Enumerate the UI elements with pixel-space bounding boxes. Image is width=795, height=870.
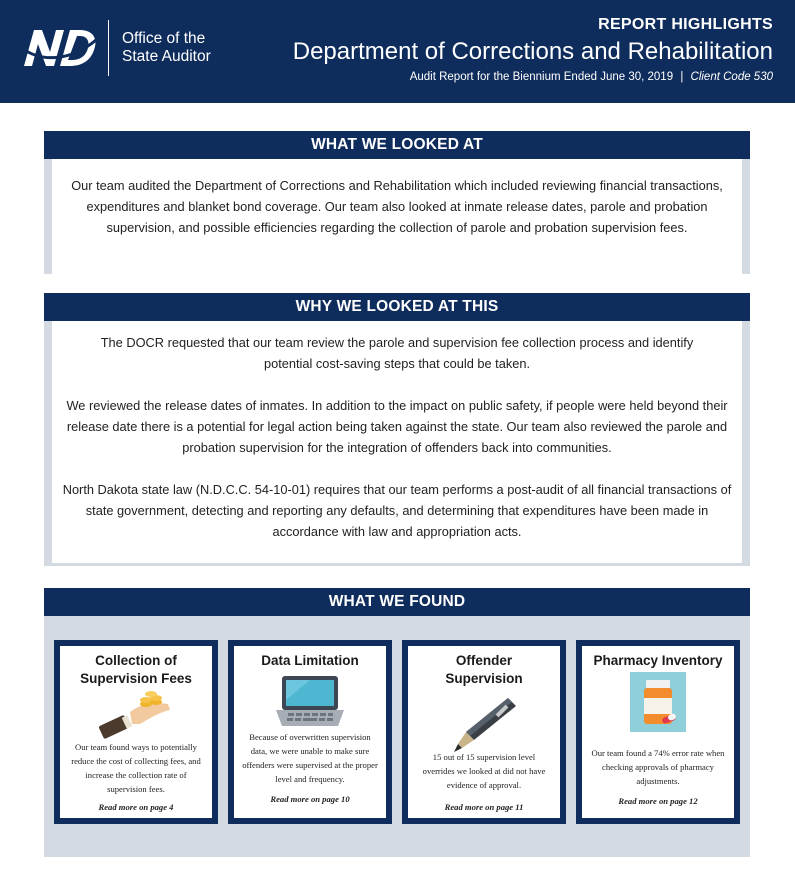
- pill-bottle-icon: [618, 672, 698, 732]
- finding-card-inner: [582, 646, 734, 818]
- finding-card: [402, 640, 566, 824]
- finding-card-inner: [408, 646, 560, 818]
- finding-text: Because of overwritten supervision data, we were unable to make sure offenders were supervised at the proper level and frequency.: [242, 732, 378, 784]
- finding-title: Offender Supervision: [445, 653, 523, 686]
- finding-text: Our team found ways to potentially reduce the cost of collecting fees, and increase the collection rate of supervision fees.: [71, 742, 201, 794]
- office-name-line2: State Auditor: [122, 48, 211, 65]
- logo-divider: [108, 20, 109, 76]
- audit-period-line: [410, 71, 773, 83]
- finding-title: Collection of Supervision Fees: [80, 653, 192, 686]
- report-header: [0, 0, 795, 103]
- why-we-looked-section: [44, 293, 750, 566]
- laptop-icon: [270, 670, 350, 730]
- finding-card-inner: [234, 646, 386, 818]
- looked-at-text: Our team audited the Department of Corrections and Rehabilitation which included reviewing financial transactions, expenditures and blanket bond coverage. Our team also looked at inmate release dates, parole and probation supervision, and possible efficiencies regarding the collection of parole and probation supervision fees.: [71, 178, 723, 235]
- section-body: [52, 321, 742, 563]
- office-name: [122, 30, 211, 66]
- nd-logo-icon: [20, 22, 98, 72]
- read-more-link[interactable]: Read more on page 10: [270, 794, 350, 804]
- section-heading: WHAT WE LOOKED AT: [44, 131, 750, 159]
- finding-card-inner: [60, 646, 212, 818]
- why-paragraph: We reviewed the release dates of inmates. In addition to the impact on public safety, if people were held beyond their release date there is a potential for legal action being taken against the state. Our team also reviewed the parole and probation supervision for the integration of offenders back into communities.: [66, 398, 728, 455]
- separator: |: [680, 71, 684, 83]
- section-body: [52, 159, 742, 282]
- finding-title: Data Limitation: [261, 653, 359, 668]
- why-paragraph: The DOCR requested that our team review the parole and supervision fee collection process and identify potential cost-saving steps that could be taken.: [100, 335, 694, 371]
- finding-text: Our team found a 74% error rate when checking approvals of pharmacy adjustments.: [591, 748, 725, 786]
- finding-title: Pharmacy Inventory: [593, 653, 723, 668]
- section-heading: WHAT WE FOUND: [44, 588, 750, 616]
- section-heading: WHY WE LOOKED AT THIS: [44, 293, 750, 321]
- finding-card: [576, 640, 740, 824]
- read-more-link[interactable]: Read more on page 12: [618, 796, 698, 806]
- finding-text: 15 out of 15 supervision level overrides we looked at did not have evidence of approval.: [422, 752, 546, 790]
- report-highlights-label: REPORT HIGHLIGHTS: [598, 16, 773, 33]
- office-name-line1: Office of the: [122, 30, 206, 47]
- read-more-link[interactable]: Read more on page 4: [98, 802, 174, 812]
- audit-period: Audit Report for the Biennium Ended June 30, 2019: [409, 71, 674, 83]
- finding-card: [54, 640, 218, 824]
- what-we-looked-at-section: [44, 131, 750, 274]
- department-title: Department of Corrections and Rehabilitation: [292, 38, 773, 65]
- client-code: Client Code 530: [690, 71, 773, 83]
- what-we-found-section: [44, 588, 750, 857]
- why-paragraph: North Dakota state law (N.D.C.C. 54-10-01) requires that our team performs a post-audit of all financial transactions of state government, detecting and reporting any defaults, and determining that expenditures have been made in accordance with law and appropriation acts.: [62, 482, 732, 539]
- read-more-link[interactable]: Read more on page 11: [444, 802, 524, 812]
- pen-icon: [444, 692, 524, 752]
- finding-card: [228, 640, 392, 824]
